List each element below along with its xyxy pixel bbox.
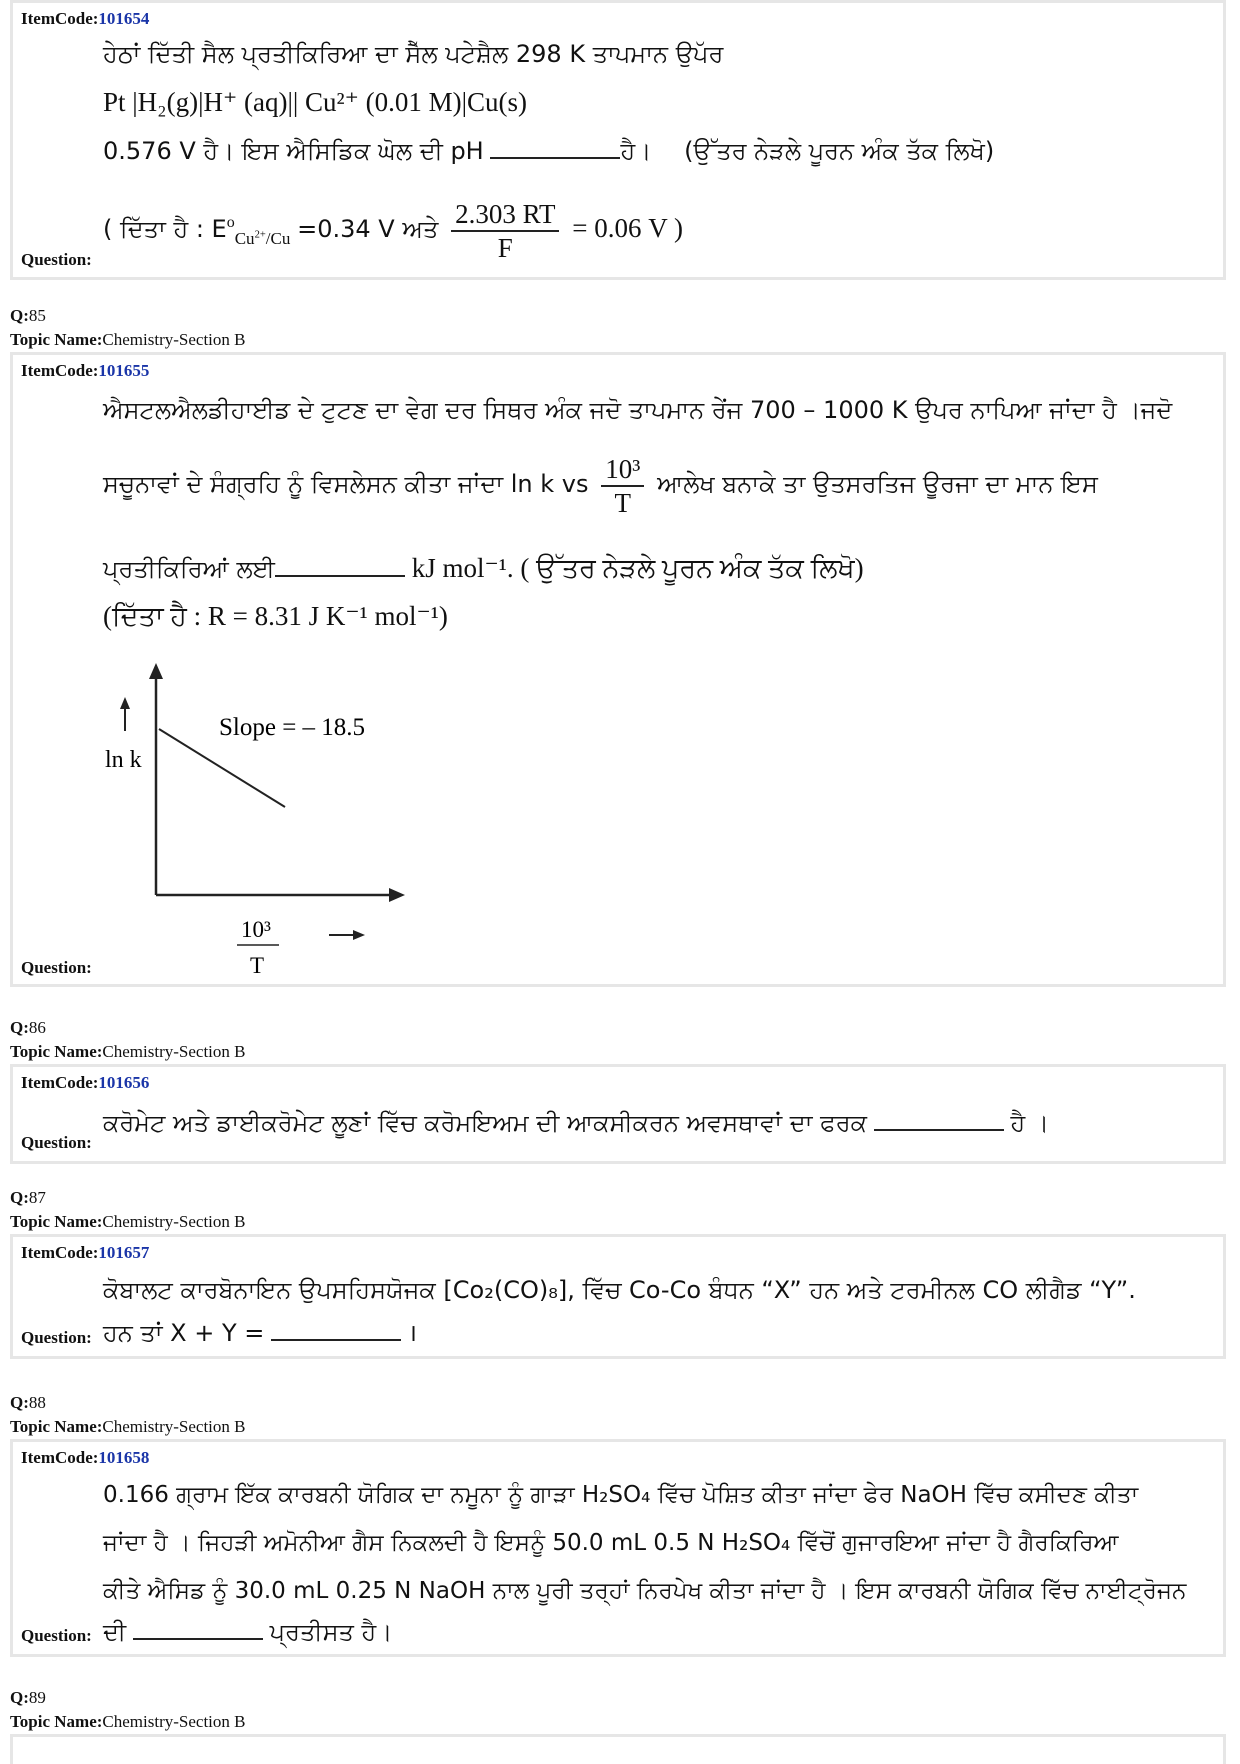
question-card-89 (10, 1734, 1226, 1764)
question-text-line: ਕੀਤੇ ਐਸਿਡ ਨੂੰ 30.0 mL 0.25 N NaOH ਨਾਲ ਪੂਰੀ ਤਰ੍ਹਾਂ ਨਿਰਪੇਖ ਕੀਤਾ ਜਾਂਦਾ ਹੈ । ਇਸ ਕਾਰਬਨੀ ਯੋਗਿਕ ਵਿੱਚ ਨਾਈਟ੍ਰੋਜਨ (103, 1578, 1187, 1604)
ln-k-vs-inverse-t-graph (93, 655, 493, 985)
x-axis-label-num: 10³ (241, 917, 271, 942)
topic-name: Topic Name:Chemistry-Section B (10, 1212, 246, 1231)
given-values: ( ਦਿੱਤਾ ਹੈ : $E^o_{Cu^{2+}/Cu} =0.34$ V ਅਤੇ $\frac{2.303 RT}{F}$ = 0.06 V ) (103, 199, 683, 263)
question-text-line: ਕਰੋਮੇਟ ਅਤੇ ਡਾਈਕਰੋਮੇਟ ਲੂਣਾਂ ਵਿੱਚ ਕਰੋਮਇਅਮ ਦੀ ਆਕਸੀਕਰਨ ਅਵਸਥਾਵਾਂ ਦਾ ਫਰਕ ਹੈ । (103, 1109, 1050, 1137)
given-values: (ਦਿੱਤਾ ਹੈ : R = 8.31 J K⁻¹ mol⁻¹) (103, 601, 448, 631)
item-code-value: 101655 (98, 361, 150, 380)
topic-name: Topic Name:Chemistry-Section B (10, 1417, 246, 1436)
formula-fraction: $\frac{2.303 RT}{F}$ (451, 198, 559, 264)
question-label: Question: (21, 1133, 92, 1152)
x-axis-arrow (389, 888, 405, 902)
question-label: Question: (21, 1328, 92, 1347)
question-text-line: ਹੇਠਾਂ ਦਿੱਤੀ ਸੈਲ ਪ੍ਰਤੀਕਿਰਿਆ ਦਾ ਸੈੱਲ ਪਟੇਸ਼ੈਲ 298 K ਤਾਪਮਾਨ ਉਪੱਰ (103, 40, 724, 68)
cell-notation: Pt |H₂(g)|H⁺ (aq)|| Cu²⁺ (0.01 M)|Cu(s) (103, 87, 527, 117)
question-card-84 (10, 0, 1226, 280)
x-axis-label-den: T (250, 953, 265, 978)
up-arrow-head (120, 697, 130, 709)
answer-blank (275, 553, 405, 577)
question-card-86 (10, 1064, 1226, 1164)
question-label: Question: (21, 958, 92, 977)
question-text-line: ਕੋਬਾਲਟ ਕਾਰਬੋਨਾਇਨ ਉਪਸਹਿਸਯੋਜਕ [Co₂(CO)₈], ਵਿੱਚ Co-Co ਬੰਧਨ “X” ਹਨ ਅਤੇ ਟਰਮੀਨਲ CO ਲੀਗੈਡ “Y”. (103, 1276, 1136, 1304)
question-text-line: ਪ੍ਰਤੀਕਿਰਿਆਂ ਲਈ kJ mol⁻¹. ( ਉੱਤਰ ਨੇੜਲੇ ਪੂਰਨ ਅੰਕ ਤੱਕ ਲਿਖੋ) (103, 553, 864, 583)
item-code-value: 101657 (98, 1243, 150, 1262)
question-card-87 (10, 1234, 1226, 1359)
question-text-line: ਸਚੂਨਾਵਾਂ ਦੇ ਸੰਗ੍ਰਹਿ ਨੂੰ ਵਿਸਲੇਸਨ ਕੀਤਾ ਜਾਂਦਾ ln k vs $\frac{\text{10³}}{T}$ ਆਲੇਖ ਬਨਾਕੇ ਤਾ ਉਤਸਰਤਿਜ ਊਰਜਾ ਦਾ ਮਾਨ ਇਸ (103, 454, 1098, 518)
question-number: Q:85 (10, 306, 46, 325)
topic-name: Topic Name:Chemistry-Section B (10, 1042, 246, 1061)
question-card-85 (10, 352, 1226, 987)
question-text-line: ਦੀ ਪ੍ਰਤੀਸਤ ਹੈ। (103, 1618, 393, 1646)
question-label: Question: (21, 250, 92, 269)
answer-blank (133, 1616, 263, 1640)
question-number: Q:89 (10, 1688, 46, 1707)
question-number: Q:88 (10, 1393, 46, 1412)
question-text-line: 0.576 V ਹੈ। ਇਸ ਐਸਿਡਿਕ ਘੋਲ ਦੀ pH ਹੈ। (ਉੱਤਰ ਨੇੜਲੇ ਪੂਰਨ ਅੰਕ ਤੱਕ ਲਿਖੋ) (103, 137, 995, 165)
answer-blank (874, 1107, 1004, 1131)
question-card-88 (10, 1439, 1226, 1657)
answer-blank (490, 135, 620, 159)
question-text-line: ਐਸਟਲਐਲਡੀਹਾਈਡ ਦੇ ਟੁਟਣ ਦਾ ਵੇਗ ਦਰ ਸਿਥਰ ਅੰਕ ਜਦੋ ਤਾਪਮਾਨ ਰੇਂਜ 700 – 1000 K ਉਪਰ ਨਾਪਿਆ ਜਾਂਦਾ ਹੈ ।ਜਦੋ (103, 396, 1173, 424)
question-label: Question: (21, 1626, 92, 1645)
item-code-value: 101658 (98, 1448, 150, 1467)
item-code: ItemCode:101657 (21, 1243, 150, 1262)
fraction: $\frac{\text{10³}}{T}$ (601, 453, 644, 519)
item-code: ItemCode:101655 (21, 361, 150, 380)
topic-name: Topic Name:Chemistry-Section B (10, 330, 246, 349)
item-code: ItemCode:101654 (21, 9, 150, 28)
question-text-line: ਜਾਂਦਾ ਹੈ । ਜਿਹੜੀ ਅਮੋਨੀਆ ਗੈਸ ਨਿਕਲਦੀ ਹੈ ਇਸਨੂੰ 50.0 mL 0.5 N H₂SO₄ ਵਿੱਚੋਂ ਗੁਜਾਰਇਆ ਜਾਂਦਾ ਹੈ ਗੈਰਕਿਰਿਆ (103, 1530, 1119, 1556)
question-text-line: ਹਨ ਤਾਂ X + Y = । (103, 1319, 417, 1347)
topic-name: Topic Name:Chemistry-Section B (10, 1712, 246, 1731)
question-number: Q:87 (10, 1188, 46, 1207)
item-code-value: 101656 (98, 1073, 150, 1092)
item-code-value: 101654 (98, 9, 150, 28)
right-arrow-head (353, 930, 365, 940)
item-code: ItemCode:101658 (21, 1448, 150, 1467)
item-code: ItemCode:101656 (21, 1073, 150, 1092)
y-axis-arrow (149, 663, 163, 679)
y-axis-label: ln k (105, 747, 142, 773)
question-number: Q:86 (10, 1018, 46, 1037)
question-text-line: 0.166 ਗ੍ਰਾਮ ਇੱਕ ਕਾਰਬਨੀ ਯੋਗਿਕ ਦਾ ਨਮੂਨਾ ਨੂੰ ਗਾੜਾ H₂SO₄ ਵਿੱਚ ਪੋਸ਼ਿਤ ਕੀਤਾ ਜਾਂਦਾ ਫੇਰ NaOH ਵਿੱਚ ਕਸੀਦਣ ਕੀਤਾ (103, 1482, 1139, 1508)
slope-label: Slope = – 18.5 (219, 714, 366, 741)
answer-blank (271, 1317, 401, 1341)
